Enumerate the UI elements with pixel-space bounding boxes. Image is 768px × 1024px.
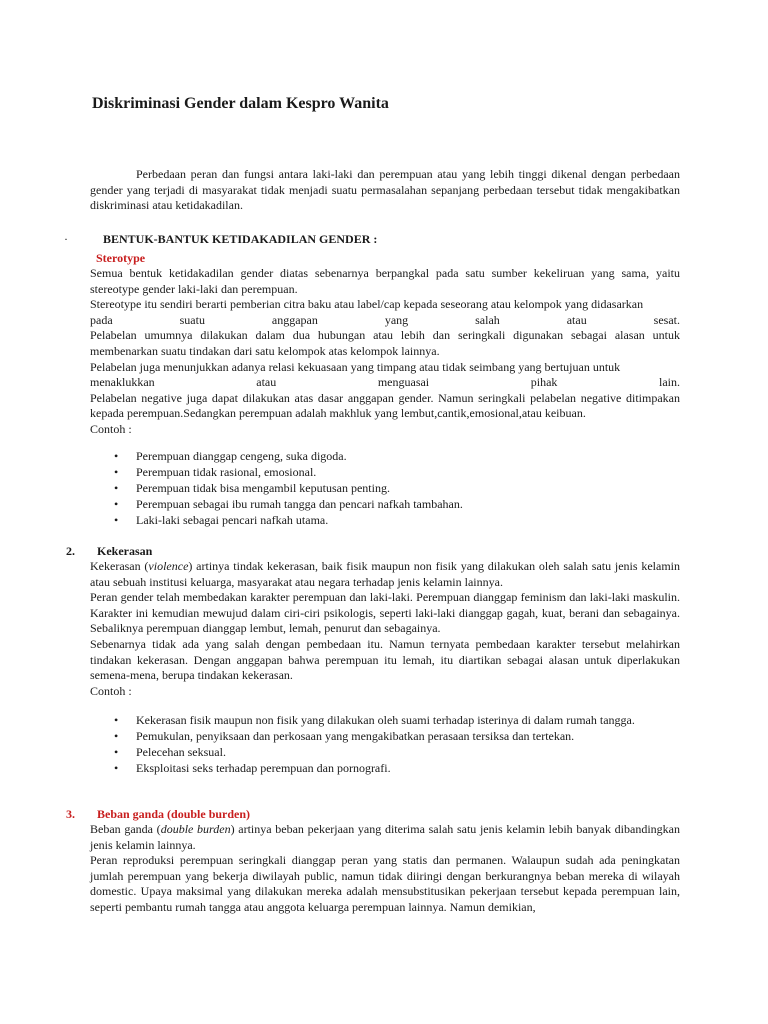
paragraph: Peran gender telah membedakan karakter perempuan dan laki-laki. Perempuan dianggap feminism dan laki-laki maskulin. Karakter ini kemudian mewujud dalam ciri-ciri psikologis, seperti laki-laki dianggap gagah, kuat, berani dan sebagainya. Sebaliknya perempuan dianggap lembut, lemah, penurut dan sebagainya.: [90, 590, 680, 636]
bullet-icon: •: [114, 745, 119, 759]
section2-title: Kekerasan: [97, 544, 153, 558]
paragraph: pada suatu anggapan yang salah atau sesat.: [90, 312, 680, 327]
paragraph: Stereotype itu sendiri berarti pemberian citra baku atau label/cap kepada seseorang atau kelompok yang didasarkan: [90, 297, 644, 312]
list-item-text: Kekerasan fisik maupun non fisik yang dilakukan oleh suami terhadap isterinya di dalam rumah tangga.: [136, 713, 635, 727]
section1-marker: ·: [64, 232, 68, 246]
list-item-text: Pemukulan, penyiksaan dan perkosaan yang mengakibatkan perasaan tersiksa dan tertekan.: [136, 729, 575, 743]
paragraph: Sebenarnya tidak ada yang salah dengan pembedaan itu. Namun ternyata pembedaan karakter tersebut melahirkan tindakan kekerasan. Dengan anggapan bahwa perempuan itu lemah, itu diartikan sebagai alasan untuk diperlakukan semena-mena, berupa tindakan kekerasan.: [90, 636, 680, 683]
list-item-text: Eksploitasi seks terhadap perempuan dan pornografi.: [136, 761, 391, 775]
bullet-icon: •: [114, 513, 119, 527]
paragraph: Pelabelan negative juga dapat dilakukan atas dasar anggapan gender. Namun seringkali pelabelan negative ditimpakan kepada perempuan.Sedangkan perempuan adalah makhluk yang lembut,cantik,emosional,atau keibuan.: [90, 390, 680, 421]
list-item: [114, 496, 463, 512]
list-item: [114, 448, 463, 464]
paragraph: Beban ganda (double burden) artinya beban pekerjaan yang diterima salah satu jenis kelamin lebih banyak dibandingkan jenis kelamin lainnya.: [90, 822, 681, 852]
intro-paragraph: Perbedaan peran dan fungsi antara laki-laki dan perempuan atau yang lebih tinggi dikenal dengan perbedaan gender yang terjadi di masyarakat tidak menjadi suatu permasalahan sepanjang perbedaan tersebut tidak mengakibatkan diskriminasi atau ketidakadilan.: [90, 167, 680, 213]
list-item: [114, 744, 635, 760]
stereotype-subtitle: Sterotype: [96, 251, 146, 265]
paragraph: Kekerasan (violence) artinya tindak kekerasan, baik fisik maupun non fisik yang dilakukan oleh salah satu jenis kelamin atau sebuah institusi keluarga, masyarakat atau negara terhadap jenis kelamin lainnya.: [90, 559, 680, 589]
violence-examples-list: [114, 712, 635, 776]
stereotype-examples-list: [114, 448, 463, 528]
italic-term: violence: [148, 559, 189, 573]
list-item-text: Perempuan sebagai ibu rumah tangga dan pencari nafkah tambahan.: [136, 497, 463, 511]
section1-title: BENTUK-BANTUK KETIDAKADILAN GENDER :: [103, 232, 378, 246]
bullet-icon: •: [114, 481, 119, 495]
paragraph: Peran reproduksi perempuan seringkali dianggap peran yang statis dan permanen. Walaupun sudah ada peningkatan jumlah perempuan yang bekerja diwilayah public, namun tidak diiringi dengan berkurangnya beban mereka di wilayah domestic. Upaya maksimal yang dilakukan mereka adalah mensubstitusikan pekerjaan tersebut kepada perempuan lain, seperti pembantu rumah tangga atau anggota keluarga perempuan lainnya. Namun demikian,: [90, 853, 680, 914]
list-item: [114, 480, 463, 496]
paragraph: Semua bentuk ketidakadilan gender diatas sebenarnya berpangkal pada satu sumber kekeliruan yang sama, yaitu stereotype gender laki-laki dan perempuan.: [90, 266, 680, 296]
section2-body: [90, 559, 680, 699]
bullet-icon: •: [114, 449, 119, 463]
section1-body: [90, 266, 680, 438]
section3-body: [90, 822, 680, 916]
bullet-icon: •: [114, 713, 119, 727]
paragraph: Pelabelan juga menunjukkan adanya relasi kekuasaan yang timpang atau tidak seimbang yang bertujuan untuk: [90, 359, 621, 374]
page-title: Diskriminasi Gender dalam Kespro Wanita: [92, 95, 389, 112]
section2-number: 2.: [66, 544, 75, 558]
list-item: [114, 728, 635, 744]
list-item: [114, 464, 463, 480]
list-item-text: Perempuan dianggap cengeng, suka digoda.: [136, 449, 347, 463]
list-item-text: Pelecehan seksual.: [136, 745, 226, 759]
paragraph: Contoh :: [90, 683, 132, 698]
list-item-text: Laki-laki sebagai pencari nafkah utama.: [136, 513, 329, 527]
list-item: [114, 512, 463, 528]
bullet-icon: •: [114, 497, 119, 511]
section3-title: Beban ganda (double burden): [97, 807, 251, 821]
section3-number: 3.: [66, 807, 75, 821]
paragraph: menaklukkan atau menguasai pihak lain.: [90, 375, 680, 390]
list-item-text: Perempuan tidak bisa mengambil keputusan penting.: [136, 481, 390, 495]
bullet-icon: •: [114, 465, 119, 479]
italic-term: double burden: [160, 822, 231, 836]
paragraph: Contoh :: [90, 421, 132, 436]
bullet-icon: •: [114, 729, 119, 743]
bullet-icon: •: [114, 761, 119, 775]
list-item: [114, 760, 635, 776]
list-item: [114, 712, 635, 728]
list-item-text: Perempuan tidak rasional, emosional.: [136, 465, 317, 479]
paragraph: Pelabelan umumnya dilakukan dalam dua hubungan atau lebih dan seringkali digunakan sebagai alasan untuk membenarkan suatu tindakan dari satu kelompok atas kelompok lainnya.: [90, 328, 680, 358]
